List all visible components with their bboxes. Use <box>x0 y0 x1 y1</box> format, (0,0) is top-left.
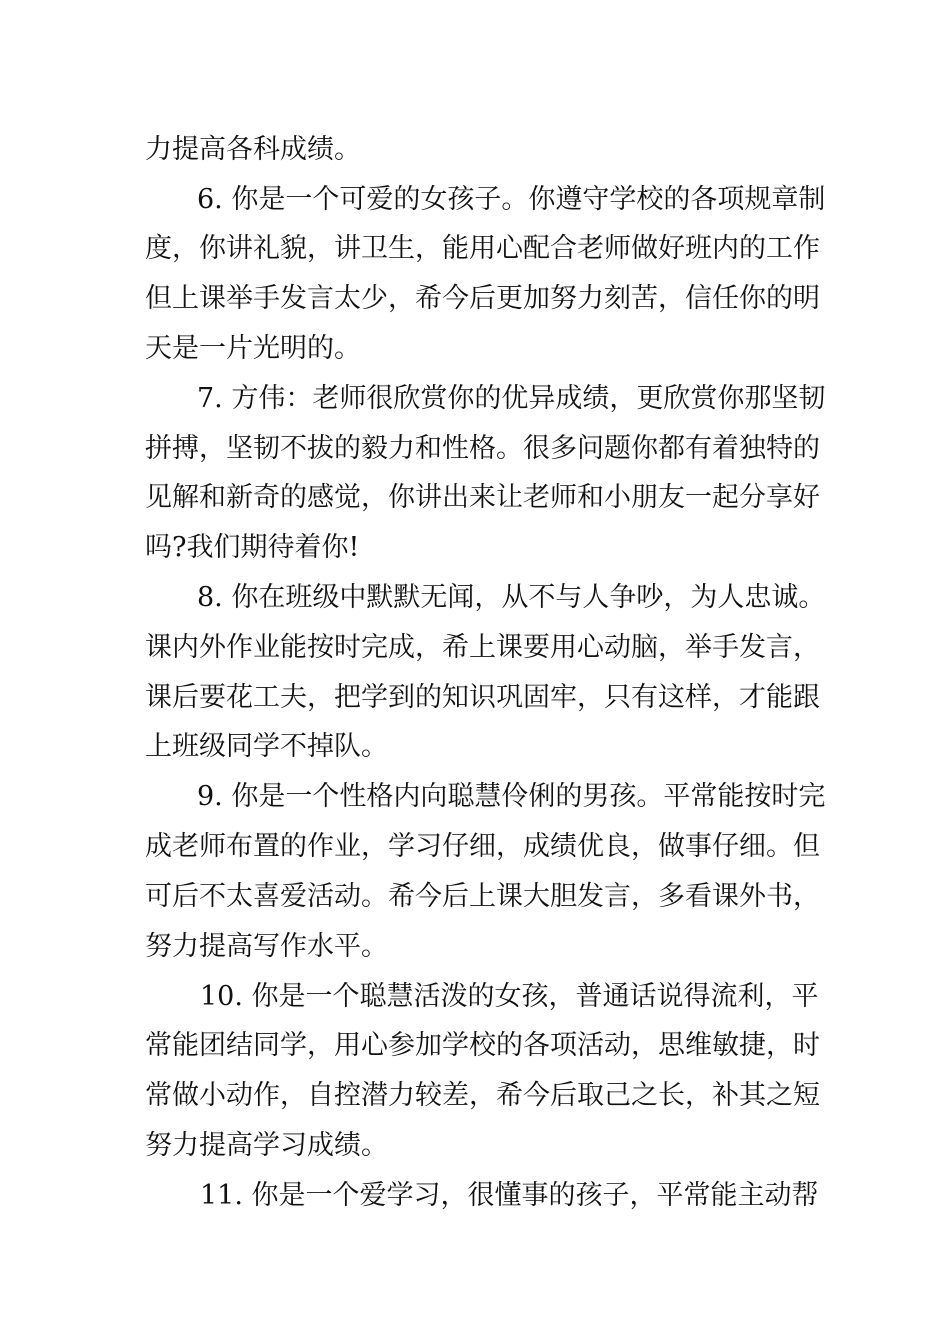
text-line: 常能团结同学，用心参加学校的各项活动，思维敏捷，时 <box>145 1030 820 1061</box>
text-line: 见解和新奇的感觉，你讲出来让老师和小朋友一起分享好 <box>145 482 820 513</box>
text-line: 成老师布置的作业，学习仔细，成绩优良，做事仔细。但 <box>145 831 820 862</box>
paragraph-11-first-line: 11. 你是一个爱学习，很懂事的孩子，平常能主动帮 <box>200 1180 819 1211</box>
text-line: 课内外作业能按时完成，希上课要用心动脑，举手发言， <box>145 632 820 663</box>
text-line: 努力提高写作水平。 <box>145 931 388 962</box>
text-line: 上班级同学不掉队。 <box>145 731 388 762</box>
paragraph-6-first-line: 6. 你是一个可爱的女孩子。你遵守学校的各项规章制 <box>197 184 826 215</box>
text-line: 课后要花工夫，把学到的知识巩固牢，只有这样，才能跟 <box>145 682 820 713</box>
text-line: 度，你讲礼貌，讲卫生，能用心配合老师做好班内的工作 <box>145 233 820 264</box>
text-line: 天是一片光明的。 <box>145 333 361 364</box>
paragraph-9-first-line: 9. 你是一个性格内向聪慧伶俐的男孩。平常能按时完 <box>197 781 826 812</box>
text-line: 常做小动作，自控潜力较差，希今后取己之长，补其之短 <box>145 1080 820 1111</box>
text-line: 可后不太喜爱活动。希今后上课大胆发言，多看课外书， <box>145 881 820 912</box>
paragraph-8-first-line: 8. 你在班级中默默无闻，从不与人争吵，为人忠诚。 <box>197 582 826 613</box>
paragraph-10-first-line: 10. 你是一个聪慧活泼的女孩，普通话说得流利，平 <box>200 981 819 1012</box>
text-line: 但上课举手发言太少，希今后更加努力刻苦，信任你的明 <box>145 283 820 314</box>
text-line: 努力提高学习成绩。 <box>145 1130 388 1161</box>
paragraph-7-first-line: 7. 方伟：老师很欣赏你的优异成绩，更欣赏你那坚韧 <box>197 383 826 414</box>
text-line: 力提高各科成绩。 <box>145 134 361 165</box>
text-line: 吗?我们期待着你! <box>145 532 360 563</box>
text-line: 拼搏，坚韧不拔的毅力和性格。很多问题你都有着独特的 <box>145 433 820 464</box>
